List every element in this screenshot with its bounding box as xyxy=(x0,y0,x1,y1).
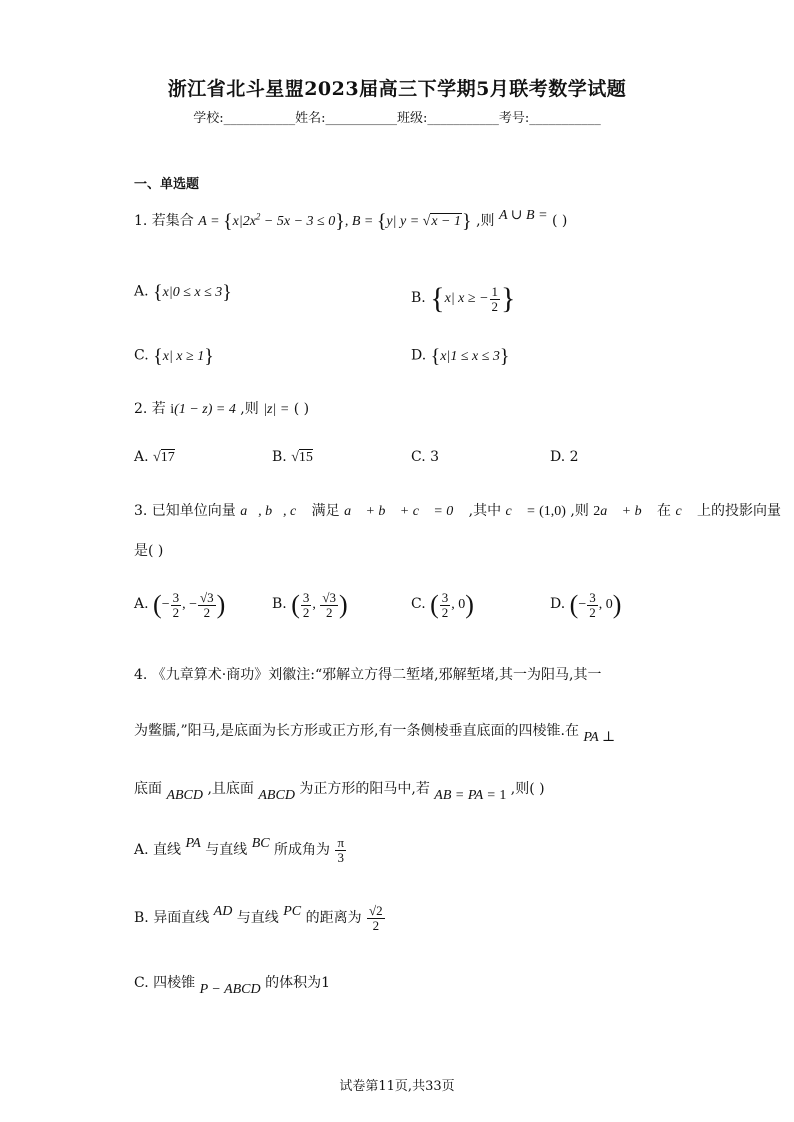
q3-option-c: C. ( $\frac{3}{2}$ , 0) xyxy=(411,589,474,620)
q4-option-c: C. 四棱锥 P − ABCD 的体积为1 xyxy=(134,975,330,997)
q2-option-d: D. 2 xyxy=(550,449,579,465)
q1-option-c: C. {x| x ≥ 1} xyxy=(134,345,214,367)
q2-option-b: B. √15 xyxy=(272,449,313,465)
question-3: 3. 已知单位向量 a⃗, b⃗, c⃗ 满足 a⃗ + b⃗ + c⃗ = 0⃗ ,其中 c⃗ = (1,0) ,则 2a⃗ + b⃗ 在 c⃗ 上的投影向量 xyxy=(134,503,781,519)
q3-option-d: D. (− $\frac{3}{2}$ , 0) xyxy=(550,589,622,620)
page-footer: 试卷第11页,共33页 xyxy=(339,1079,455,1094)
q2-modulus: |z| = xyxy=(263,402,290,417)
q4-option-b: B. 异面直线 AD 与直线 PC 的距离为 $\frac{√2}{2}$ xyxy=(134,903,383,933)
page-title: 浙江省北斗星盟2023届高三下学期5月联考数学试题 xyxy=(167,78,627,100)
question-4-line-1: 4. 《九章算术·商功》刘徽注:“邪解立方得二堑堵,邪解堑堵,其一为阳马,其一 xyxy=(134,667,602,683)
question-4-line-3: 底面 ABCD ,且底面 ABCD 为正方形的阳马中,若 AB = PA = 1 ,则( ) xyxy=(134,781,545,803)
q1-option-d: D. {x|1 ≤ x ≤ 3} xyxy=(411,345,510,367)
q2-equation: i(1 − z) = 4 xyxy=(170,402,236,417)
q2-option-a: A. √17 xyxy=(134,449,175,465)
q2-option-c: C. 3 xyxy=(411,449,440,465)
student-info-line: 学校:___________姓名:___________班级:___________考号:___________ xyxy=(193,111,601,126)
question-3-line-2: 是( ) xyxy=(134,543,164,559)
question-4-line-2: 为鳖臑,”阳马,是底面为长方形或正方形,有一条侧棱垂直底面的四棱锥.在 PA ⊥ xyxy=(134,723,616,745)
union-expression: A ∪ B = xyxy=(498,208,548,223)
question-1: 1. 若集合 $A = \{x|2x^2 - 5x - 3 \le 0\}$, B = {y| y = √x − 1} ,则 A ∪ B = ( ) xyxy=(134,208,568,233)
q1-option-b: B. {x| x ≥ − $\frac{1}{2}$ } xyxy=(411,282,516,315)
q4-option-a: A. 直线 PA 与直线 BC 所成角为 $\frac{\pi}{3}$ xyxy=(134,835,345,865)
q1-option-a: A. {x|0 ≤ x ≤ 3} xyxy=(134,281,232,303)
q3-option-a: A. (− $\frac{3}{2}$ , − $\frac{√3}{2}$ ) xyxy=(134,589,226,620)
set-a-expression: $A = \{x|2x^2 - 5x - 3 \le 0\}$, B = {y| y = √x − 1} xyxy=(198,210,472,233)
q3-option-b: B. ( $\frac{3}{2}$ , $\frac{√3}{2}$ ) xyxy=(272,589,348,620)
section-heading: 一、单选题 xyxy=(134,177,200,192)
question-2: 2. 若 i(1 − z) = 4 ,则 |z| = ( ) xyxy=(134,401,310,417)
